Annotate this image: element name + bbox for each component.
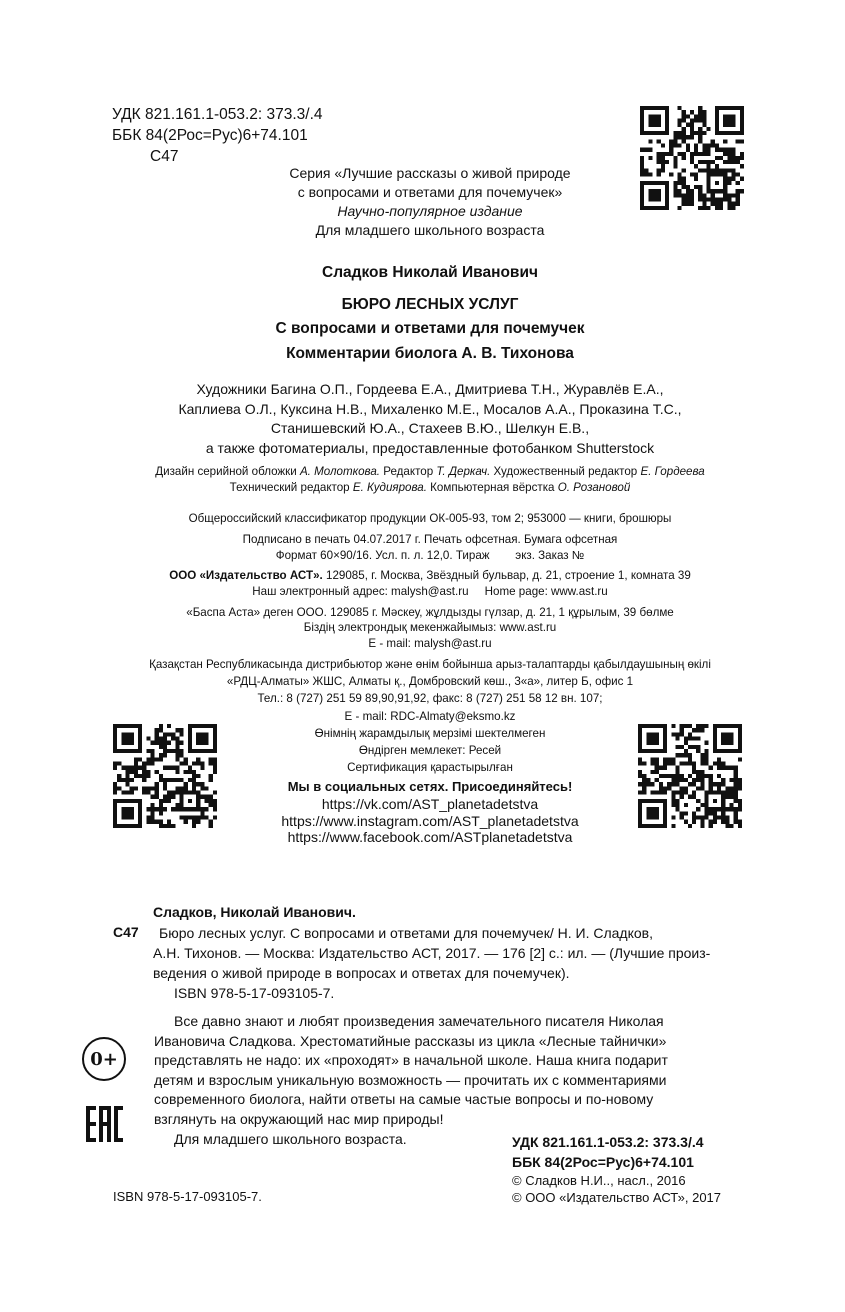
age-rating-text: 0+ xyxy=(90,1048,118,1070)
print-line-1: Подписано в печать 04.07.2017 г. Печать офсетная. Бумага офсетная xyxy=(242,533,618,546)
biblio-author: Сладков, Николай Иванович. xyxy=(153,904,356,920)
bbk-code-bottom: ББК 84(2Рос=Рус)6+74.101 xyxy=(512,1154,694,1170)
credit-person: О. Розановой xyxy=(557,481,631,494)
kz-block-upper xyxy=(90,605,770,651)
qr-code-right xyxy=(638,724,742,828)
biblio-isbn: ISBN 978-5-17-093105-7. xyxy=(174,985,335,1001)
kz-line: «РДЦ-Алматы» ЖШС, Алматы қ., Домбровский көш., 3«а», литер Б, офис 1 xyxy=(226,675,634,689)
credit-label: Компьютерная вёрстка xyxy=(426,481,558,494)
udk-code-bottom: УДК 821.161.1-053.2: 373.3/.4 xyxy=(512,1134,704,1150)
bbk-code: ББК 84(2Рос=Рус)6+74.101 xyxy=(112,127,308,144)
social-block xyxy=(230,779,630,846)
credit-label: Технический редактор xyxy=(229,481,353,494)
social-link-vk[interactable]: https://vk.com/AST_planetadetstva xyxy=(321,795,539,812)
social-heading: Мы в социальных сетях. Присоединяйтесь! xyxy=(287,779,573,794)
credits-line-2 xyxy=(90,480,770,496)
credit-person: А. Молоткова. xyxy=(299,465,381,478)
annotation-line: Все давно знают и любят произведения замечательного писателя Николая xyxy=(174,1013,664,1029)
credit-label: Дизайн серийной обложки xyxy=(155,465,300,478)
author-name: Сладков Николай Иванович xyxy=(322,264,538,281)
kz-line: E - mail: malysh@ast.ru xyxy=(368,636,492,650)
biblio-line-3: ведения о живой природе в вопросах и ответах для почемучек). xyxy=(153,965,570,981)
publisher-name: ООО «Издательство АСТ». xyxy=(169,569,323,582)
annotation-line: детям и взрослым уникальную возможность — прочитать их с комментариями xyxy=(154,1071,667,1088)
social-link-instagram[interactable]: https://www.instagram.com/AST_planetadetstva xyxy=(281,812,579,829)
qr-code-left xyxy=(113,724,217,828)
series-line-2: с вопросами и ответами для почемучек» xyxy=(297,184,563,200)
book-subtitle: С вопросами и ответами для почемучек xyxy=(275,320,585,337)
annotation-block xyxy=(154,1012,748,1149)
artists-line: Станишевский Ю.А., Стахеев В.Ю., Шелкун Е.В., xyxy=(270,420,590,436)
biblio-description xyxy=(153,923,747,983)
kz-line: «Баспа Аста» деген ООО. 129085 г. Мәскеу, жұлдызды гүлзар, д. 21, 1 құрылым, 39 бөлме xyxy=(186,606,674,619)
biblio-line-1: Бюро лесных услуг. С вопросами и ответами для почемучек/ Н. И. Сладков, xyxy=(159,925,653,941)
kz-line: Біздің электрондық мекенжайымыз: www.ast.ru xyxy=(303,621,557,635)
qr-code-top-right xyxy=(640,106,744,210)
publisher-address: 129085, г. Москва, Звёздный бульвар, д. 21, строение 1, комната 39 xyxy=(322,569,691,582)
annotation-line: современного биолога, найти ответы на самые частые вопросы и по-новому xyxy=(154,1091,654,1108)
annotation-age: Для младшего школьного возраста. xyxy=(174,1130,407,1147)
kz-line: Қазақстан Республикасында дистрибьютор және өнім бойынша арыз-талаптарды қабылдаушының өкілі xyxy=(149,658,711,671)
biblio-code: С47 xyxy=(113,924,139,940)
credit-person: Е. Гордеева xyxy=(640,465,705,478)
isbn-bottom: ISBN 978-5-17-093105-7. xyxy=(113,1189,262,1204)
kz-line: E - mail: RDC-Almaty@eksmo.kz xyxy=(344,709,516,723)
book-title: БЮРО ЛЕСНЫХ УСЛУГ xyxy=(341,296,519,313)
kz-line: Өнімнің жарамдылық мерзімі шектелмеген xyxy=(314,726,546,740)
kz-line: Тел.: 8 (727) 251 59 89,90,91,92, факс: 8 (727) 251 58 12 вн. 107; xyxy=(257,692,603,706)
eac-mark-icon xyxy=(84,1104,124,1144)
print-info xyxy=(130,532,730,563)
series-line-4: Для младшего школьного возраста xyxy=(315,222,545,238)
artists-block xyxy=(110,380,750,458)
catalog-codes-bottom xyxy=(512,1132,704,1172)
series-block xyxy=(230,164,630,240)
copyright-line-1: © Сладков Н.И.., насл., 2016 xyxy=(512,1173,686,1188)
publisher-block xyxy=(90,568,770,599)
age-rating-badge xyxy=(82,1037,126,1081)
biblio-line-2: А.Н. Тихонов. — Москва: Издательство АСТ, 2017. — 176 [2] с.: ил. — (Лучшие произ- xyxy=(153,945,711,961)
catalog-codes-top xyxy=(112,104,323,167)
artists-line: Художники Багина О.П., Гордеева Е.А., Дмитриева Т.Н., Журавлёв Е.А., xyxy=(196,381,664,397)
annotation-line: взглянуть на окружающий нас мир природы! xyxy=(154,1110,444,1127)
classifier-line: Общероссийский классификатор продукции ОК-005-93, том 2; 953000 — книги, брошюры xyxy=(188,512,672,525)
kz-line: Сертификация қарастырылған xyxy=(347,761,513,775)
social-link-facebook[interactable]: https://www.facebook.com/ASTplanetadetstva xyxy=(287,829,573,846)
publisher-line-1 xyxy=(90,568,770,584)
annotation-line: Ивановича Сладкова. Хрестоматийные рассказы из цикла «Лесные тайнички» xyxy=(154,1032,667,1049)
print-line-2: Формат 60×90/16. Усл. п. л. 12,0. Тираж экз. Заказ № xyxy=(275,548,585,562)
series-line-3: Научно-популярное издание xyxy=(337,203,523,219)
credits-block xyxy=(90,464,770,496)
book-comments: Комментарии биолога А. В. Тихонова xyxy=(286,345,574,362)
credit-person: Т. Деркач. xyxy=(436,465,491,478)
author-sign: С47 xyxy=(150,148,179,165)
copyright-line-2: © ООО «Издательство АСТ», 2017 xyxy=(512,1189,722,1205)
publisher-line-2: Наш электронный адрес: malysh@ast.ru Home page: www.ast.ru xyxy=(252,584,608,598)
kz-line: Өндірген мемлекет: Ресей xyxy=(358,744,502,758)
credit-person: Е. Кудиярова. xyxy=(352,481,427,494)
artists-line: Каплиева О.Л., Куксина Н.В., Михаленко М.Е., Мосалов А.А., Проказина Т.С., xyxy=(178,400,682,417)
credit-label: Редактор xyxy=(380,465,437,478)
udk-code: УДК 821.161.1-053.2: 373.3/.4 xyxy=(112,106,323,123)
artists-line: а также фотоматериалы, предоставленные фотобанком Shutterstock xyxy=(205,439,655,456)
copyright-block xyxy=(512,1173,721,1206)
series-line-1: Серия «Лучшие рассказы о живой природе xyxy=(289,165,571,181)
credit-label: Художественный редактор xyxy=(490,465,641,478)
credits-line-1 xyxy=(90,464,770,480)
annotation-line: представлять не надо: их «проходят» в начальной школе. Наша книга подарит xyxy=(154,1052,668,1069)
